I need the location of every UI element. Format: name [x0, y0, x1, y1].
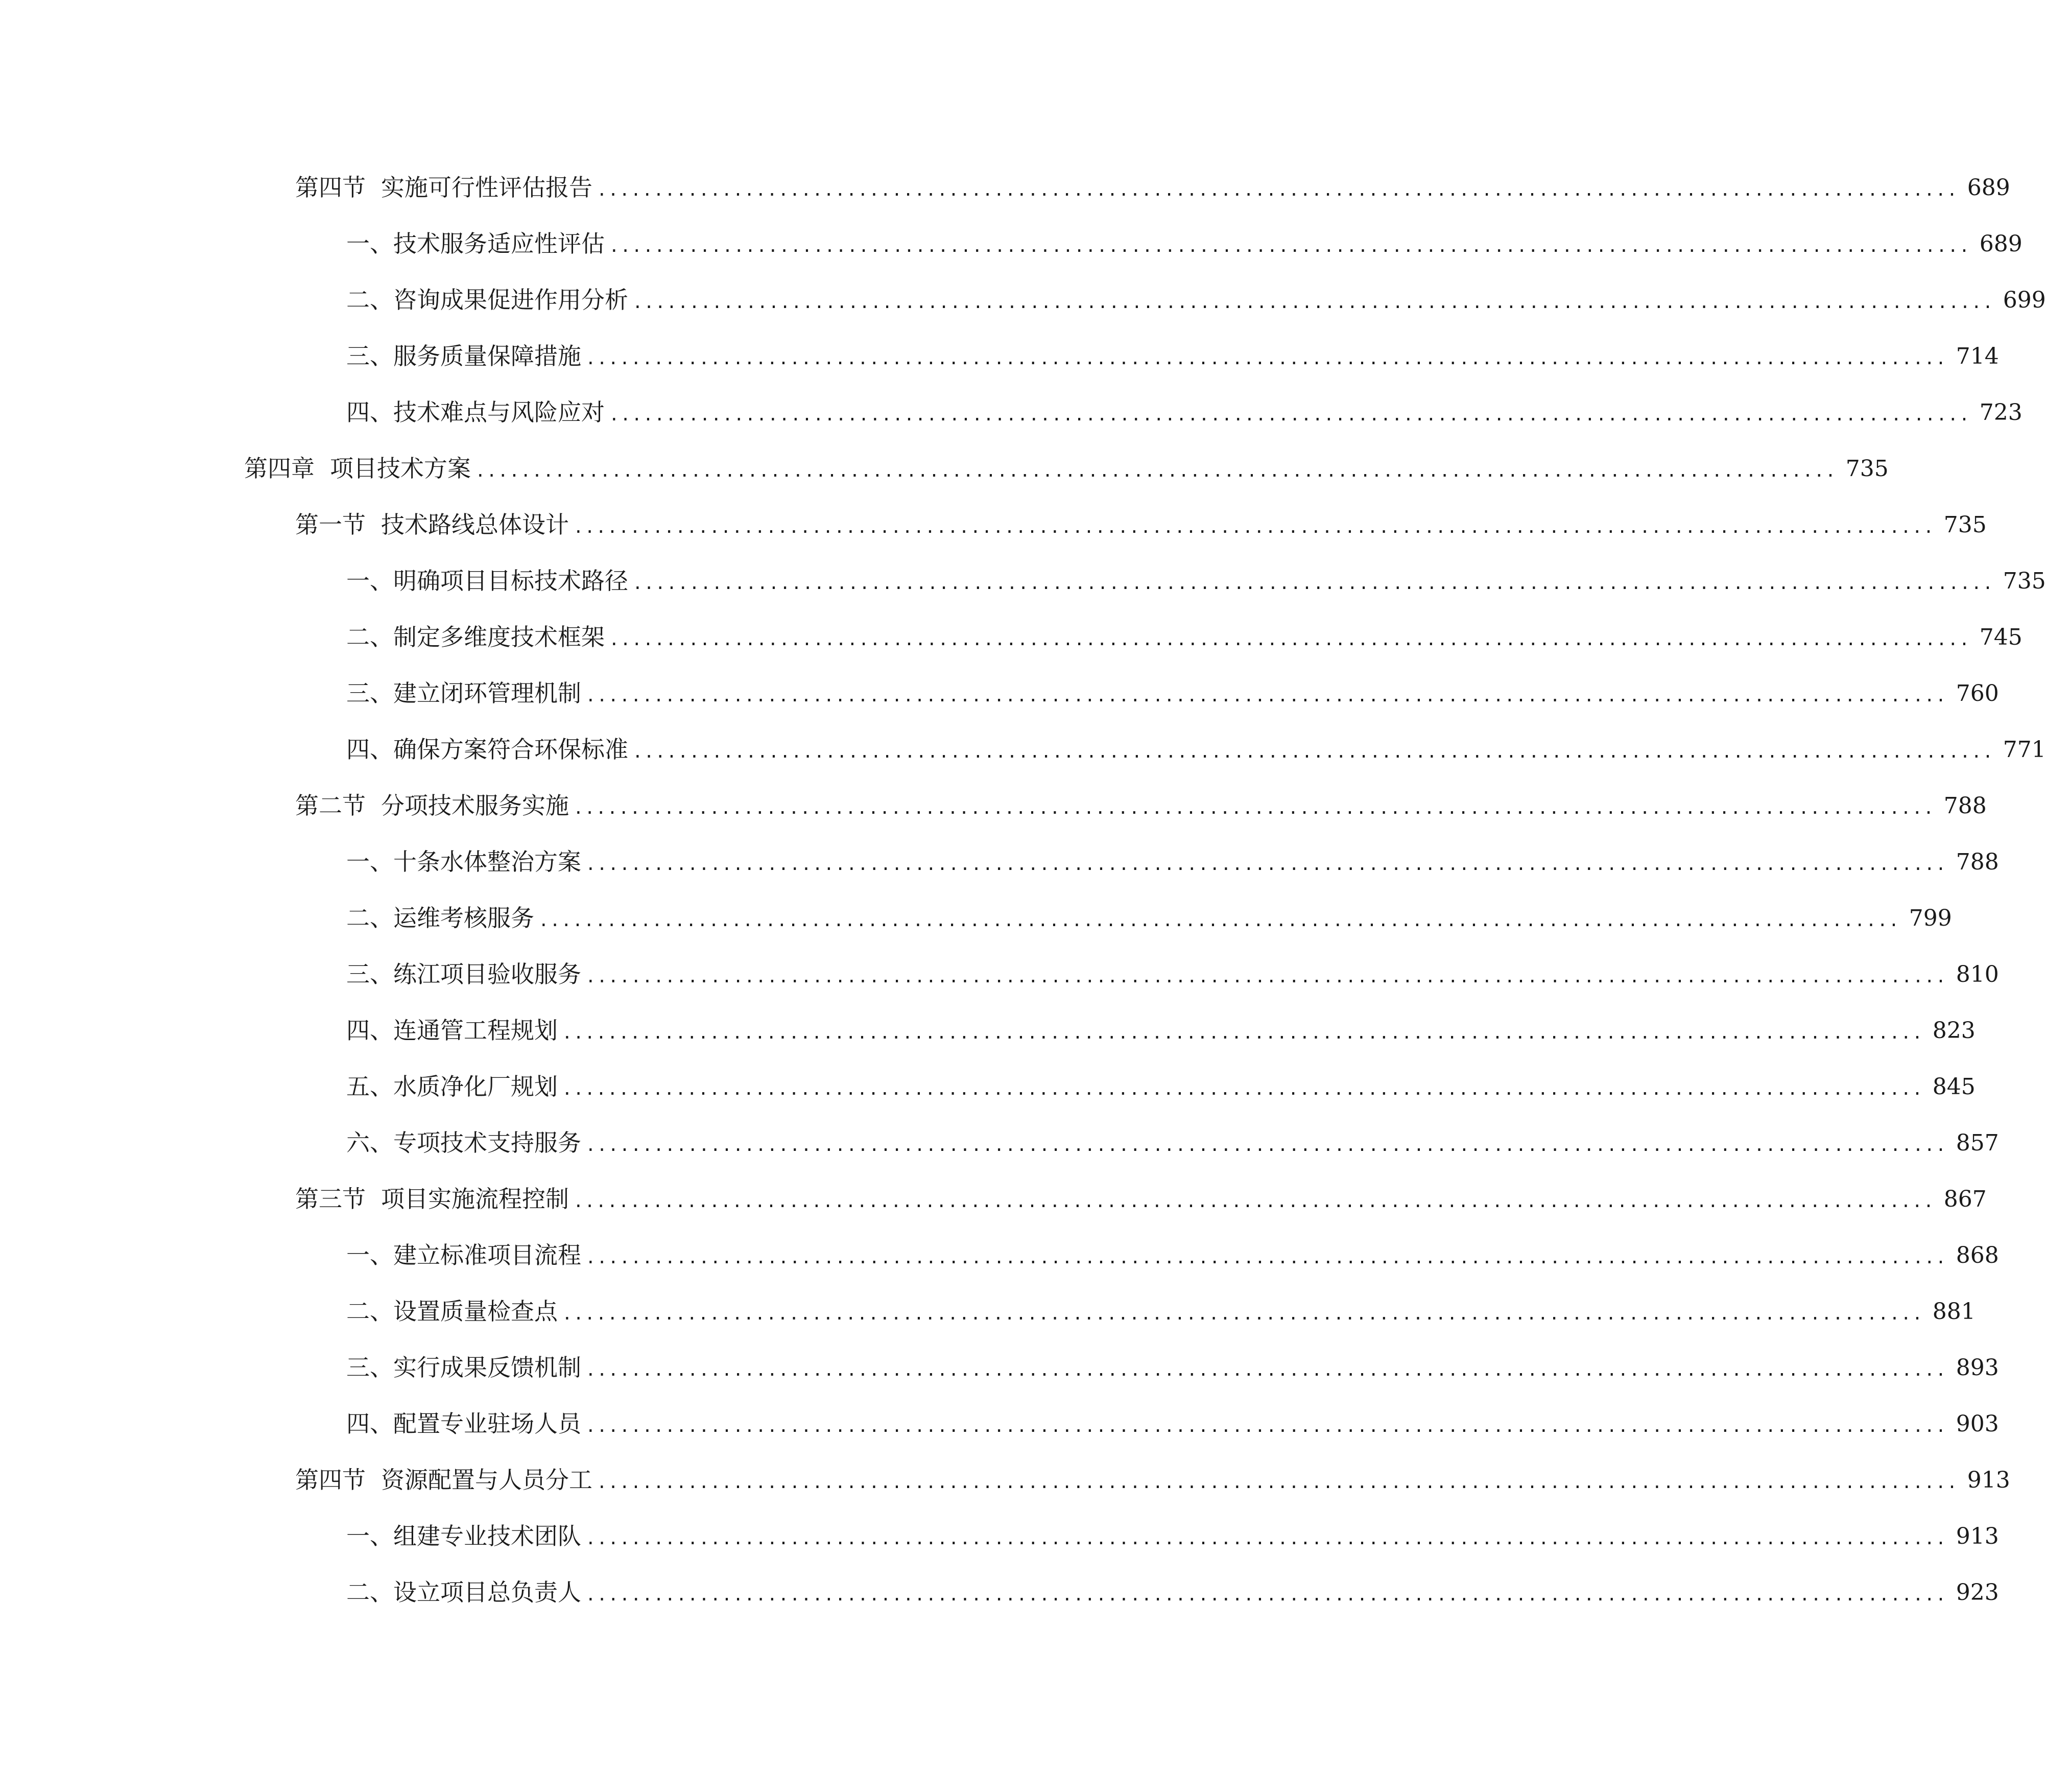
toc-page-number: 893 [1956, 1355, 1999, 1381]
toc-dot-leader: ........................................................................................................................ [587, 346, 1949, 369]
toc-entry-number: 三、 [346, 1354, 393, 1381]
toc-page-number: 723 [1979, 399, 2023, 426]
toc-entry-number: 二、 [346, 904, 393, 932]
toc-entry-number: 一、 [346, 1522, 393, 1550]
toc-item[interactable] [346, 327, 1999, 370]
toc-page-number: 845 [1932, 1074, 1976, 1100]
toc-dot-leader: ........................................................................................................................ [587, 683, 1949, 706]
toc-entry-title: 建立标准项目流程 [393, 1241, 581, 1269]
toc-page-number: 689 [1979, 231, 2023, 257]
toc-item[interactable] [346, 215, 2023, 257]
toc-section[interactable] [295, 1170, 1987, 1213]
toc-entry-title: 十条水体整治方案 [393, 848, 581, 876]
toc-page-number: 903 [1956, 1411, 1999, 1437]
toc-page-number: 699 [2003, 287, 2046, 313]
toc-page-number: 714 [1956, 343, 1999, 369]
toc-dot-leader: ........................................................................................................................ [587, 1357, 1949, 1381]
toc-entry-number: 四、 [346, 1410, 393, 1437]
toc-entry-number: 第四节 [295, 1466, 366, 1494]
toc-item[interactable] [346, 383, 2023, 426]
toc-page-number: 867 [1943, 1186, 1987, 1212]
toc-page-number: 745 [1979, 624, 2023, 650]
toc-item[interactable] [346, 552, 2046, 595]
toc-entry-number: 二、 [346, 286, 393, 314]
toc-page-number: 923 [1956, 1579, 1999, 1606]
toc-page-number: 788 [1943, 793, 1987, 819]
toc-entry-number: 第一节 [295, 511, 366, 538]
toc-dot-leader: ........................................................................................................................ [587, 1582, 1949, 1606]
toc-dot-leader: ........................................................................................................................ [564, 1301, 1925, 1325]
toc-entry-title: 确保方案符合环保标准 [393, 736, 628, 763]
toc-item[interactable] [346, 1395, 1999, 1437]
toc-page-number: 868 [1956, 1242, 1999, 1268]
toc-entry-number: 一、 [346, 1241, 393, 1269]
toc-page-number: 760 [1956, 680, 1999, 706]
toc-entry-title: 技术难点与风险应对 [393, 398, 605, 426]
toc-item[interactable] [346, 720, 2046, 763]
toc-dot-leader: ........................................................................................................................ [540, 908, 1902, 931]
toc-entry-number: 第二节 [295, 792, 366, 819]
toc-dot-leader: ........................................................................................................................ [564, 1020, 1925, 1044]
toc-entry-title: 咨询成果促进作用分析 [393, 286, 628, 314]
toc-entry-title: 实行成果反馈机制 [393, 1354, 581, 1381]
toc-entry-title: 专项技术支持服务 [393, 1129, 581, 1157]
toc-page-number: 913 [1956, 1523, 1999, 1549]
toc-page-number: 799 [1909, 905, 1952, 931]
toc-entry-number: 六、 [346, 1129, 393, 1157]
toc-section[interactable] [295, 496, 1987, 538]
toc-dot-leader: ........................................................................................................................ [575, 514, 1937, 538]
toc-dot-leader: ........................................................................................................................ [587, 1245, 1949, 1268]
toc-dot-leader: ........................................................................................................................ [587, 964, 1949, 987]
toc-page-number: 771 [2003, 737, 2046, 763]
toc-item[interactable] [346, 608, 2023, 651]
toc-page-number: 857 [1956, 1130, 1999, 1156]
toc-dot-leader: ........................................................................................................................ [611, 233, 1972, 257]
toc-entry-number: 二、 [346, 623, 393, 651]
toc-entry-title: 连通管工程规划 [393, 1017, 558, 1044]
toc-entry-title: 项目实施流程控制 [381, 1185, 569, 1213]
toc-section[interactable] [295, 158, 2010, 201]
toc-dot-leader: ........................................................................................................................ [599, 1470, 1960, 1493]
toc-entry-number: 三、 [346, 342, 393, 370]
toc-entry-title: 技术路线总体设计 [381, 511, 569, 538]
toc-item[interactable] [346, 1338, 1999, 1381]
toc-entry-number: 第三节 [295, 1185, 366, 1213]
toc-entry-number: 一、 [346, 848, 393, 876]
toc-page-number: 913 [1967, 1467, 2010, 1493]
toc-page-number: 735 [1845, 456, 1889, 482]
toc-section[interactable] [295, 776, 1987, 819]
toc-section[interactable] [295, 1451, 2010, 1494]
toc-dot-leader: ........................................................................................................................ [611, 402, 1972, 426]
toc-entry-number: 四、 [346, 1017, 393, 1044]
toc-entry-number: 第四章 [244, 455, 315, 482]
toc-entry-number: 二、 [346, 1298, 393, 1325]
toc-dot-leader: ........................................................................................................................ [575, 1189, 1937, 1212]
toc-item[interactable] [346, 1001, 1976, 1044]
toc-entry-title: 技术服务适应性评估 [393, 230, 605, 257]
toc-entry-number: 三、 [346, 679, 393, 707]
toc-item[interactable] [346, 1114, 1999, 1157]
toc-dot-leader: ........................................................................................................................ [587, 1526, 1949, 1549]
toc-entry-title: 明确项目目标技术路径 [393, 567, 628, 595]
toc-dot-leader: ........................................................................................................................ [564, 1076, 1925, 1100]
toc-dot-leader: ........................................................................................................................ [587, 1133, 1949, 1156]
toc-dot-leader: ........................................................................................................................ [611, 627, 1972, 650]
toc-entry-title: 运维考核服务 [393, 904, 534, 932]
toc-entry-title: 组建专业技术团队 [393, 1522, 581, 1550]
toc-entry-title: 配置专业驻场人员 [393, 1410, 581, 1437]
toc-entry-title: 服务质量保障措施 [393, 342, 581, 370]
toc-entry-title: 设置质量检查点 [393, 1298, 558, 1325]
toc-item[interactable] [346, 1057, 1976, 1100]
toc-item[interactable] [346, 1282, 1976, 1325]
toc-dot-leader: ........................................................................................................................ [575, 795, 1937, 819]
toc-item[interactable] [346, 889, 1952, 932]
toc-item[interactable] [346, 945, 1999, 988]
toc-dot-leader: ........................................................................................................................ [599, 177, 1960, 201]
toc-page-number: 689 [1967, 175, 2010, 201]
toc-entry-title: 建立闭环管理机制 [393, 679, 581, 707]
toc-entry-title: 设立项目总负责人 [393, 1578, 581, 1606]
toc-dot-leader: ........................................................................................................................ [587, 852, 1949, 875]
toc-item[interactable] [346, 271, 2046, 314]
toc-dot-leader: ........................................................................................................................ [587, 1413, 1949, 1437]
toc-entry-number: 五、 [346, 1073, 393, 1100]
toc-dot-leader: ........................................................................................................................ [634, 290, 1996, 313]
toc-entry-number: 第四节 [295, 174, 366, 201]
toc-entry-number: 三、 [346, 960, 393, 988]
toc-entry-title: 项目技术方案 [330, 455, 471, 482]
toc-entry-title: 练江项目验收服务 [393, 960, 581, 988]
toc-item[interactable] [346, 664, 1999, 707]
toc-page-number: 735 [2003, 568, 2046, 594]
toc-dot-leader: ........................................................................................................................ [634, 739, 1996, 763]
toc-entry-number: 四、 [346, 398, 393, 426]
toc-entry-number: 一、 [346, 567, 393, 595]
toc-entry-title: 分项技术服务实施 [381, 792, 569, 819]
toc-chapter[interactable] [244, 439, 1889, 482]
toc-entry-number: 一、 [346, 230, 393, 257]
toc-item[interactable] [346, 1563, 1999, 1606]
toc-entry-title: 资源配置与人员分工 [381, 1466, 592, 1494]
toc-page-number: 823 [1932, 1018, 1976, 1044]
toc-item[interactable] [346, 1226, 1999, 1269]
toc-dot-leader: ........................................................................................................................ [634, 571, 1996, 594]
toc-page-number: 810 [1956, 961, 1999, 987]
toc-page-number: 881 [1932, 1299, 1976, 1325]
toc-dot-leader: ........................................................................................................................ [477, 458, 1839, 482]
toc-entry-title: 实施可行性评估报告 [381, 174, 592, 201]
toc-entry-number: 四、 [346, 736, 393, 763]
toc-page-number: 788 [1956, 849, 1999, 875]
toc-page-number: 735 [1943, 512, 1987, 538]
toc-item[interactable] [346, 1507, 1999, 1550]
toc-entry-title: 制定多维度技术框架 [393, 623, 605, 651]
toc-entry-title: 水质净化厂规划 [393, 1073, 558, 1100]
toc-item[interactable] [346, 833, 1999, 876]
toc-entry-number: 二、 [346, 1578, 393, 1606]
